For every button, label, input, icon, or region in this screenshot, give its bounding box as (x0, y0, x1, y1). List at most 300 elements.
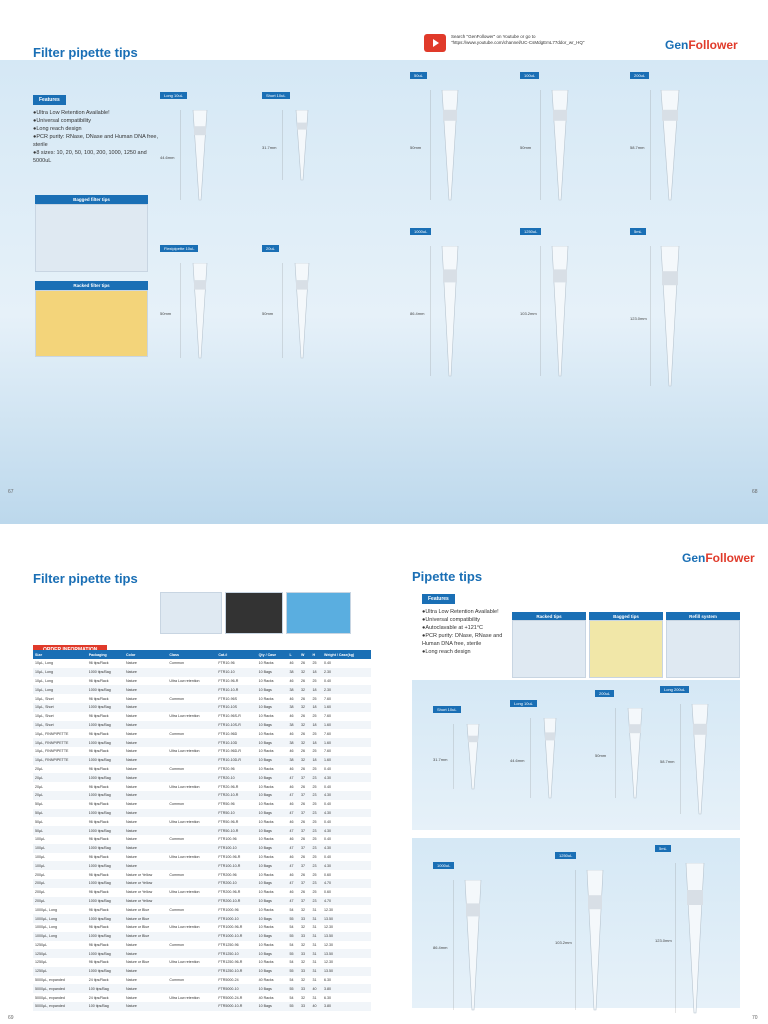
table-cell: 20μL (33, 791, 87, 800)
table-cell: 10μL, Short (33, 721, 87, 730)
table-cell: 26 (301, 890, 306, 895)
table-cell: 1000 tips/Bag (87, 932, 124, 941)
table-cell: 10 Bags (257, 1002, 288, 1011)
table-cell: 10μL, Short (33, 703, 87, 712)
table-cell: Common (169, 872, 184, 877)
logo (665, 38, 738, 52)
table-header-cell: Color (124, 650, 167, 659)
table-cell: FTR5000-10-R (216, 1002, 256, 1011)
table-cell: FTR50-10 (216, 809, 256, 818)
table-cell: 40 (311, 984, 322, 993)
table-cell: Nature or Blue (126, 960, 150, 965)
table-cell: Nature (124, 773, 167, 782)
table-cell: 1250μL (35, 942, 48, 947)
table-row (33, 765, 371, 774)
table-row (33, 984, 371, 993)
table-cell: 31 (312, 960, 317, 965)
table-cell: Nature or Yellow (126, 872, 153, 877)
table-cell: 10 Racks (258, 837, 274, 842)
tip-length-label: 103.2mm (520, 311, 537, 316)
table-row (33, 861, 371, 870)
table-cell: 10 Bags (257, 967, 288, 976)
table-row (33, 923, 371, 932)
tip-size-label: Long 200uL (660, 686, 689, 693)
table-cell: 96 tips/Rack (88, 925, 109, 930)
pipette-title: Pipette tips (412, 569, 483, 584)
table-cell: 13.50 (322, 967, 371, 976)
table-cell: 18 (311, 756, 322, 765)
table-cell: 1.60 (322, 703, 371, 712)
table-cell: 37 (299, 844, 310, 853)
table-cell: 0.40 (324, 837, 331, 842)
table-cell: Nature (124, 738, 167, 747)
table-cell: 18 (311, 721, 322, 730)
pipette-tip-icon (650, 90, 710, 210)
table-cell: FTR1250-10-R (216, 967, 256, 976)
table-cell: 23 (311, 879, 322, 888)
table-cell: FTR100-10-R (216, 861, 256, 870)
racked-label: Racked filter tips (35, 281, 148, 290)
tips-photo-2 (225, 592, 283, 634)
table-cell: 96 tips/Rack (88, 819, 109, 824)
pipette-tip-icon (530, 718, 590, 808)
table-cell: Nature (126, 749, 137, 754)
table-cell (167, 721, 216, 730)
table-cell: Nature (126, 766, 137, 771)
tip-length-label: 31.7mm (262, 145, 277, 150)
table-cell: 10 Bags (257, 685, 288, 694)
table-cell: FTR10-96-R (218, 678, 239, 683)
table-cell: 7.60 (324, 696, 331, 701)
tip-length-label: 44.6mm (160, 155, 175, 160)
table-cell: FTR1000-10-R (216, 932, 256, 941)
table-cell: 4.70 (322, 879, 371, 888)
table-cell: FTR10-10 (216, 668, 256, 677)
table-header-cell: Qty / Case (257, 650, 288, 659)
table-cell: FTR20-96-R (218, 784, 239, 789)
table-cell: 46 (289, 714, 294, 719)
table-cell (167, 791, 216, 800)
table-cell: FTR100-96-R (218, 854, 241, 859)
table-cell: 12.30 (324, 925, 333, 930)
table-cell: 6.30 (324, 978, 331, 983)
table-row (33, 967, 371, 976)
tip-size-label: Long 10uL (510, 700, 537, 707)
tip-length-label: 31.7mm (433, 756, 448, 762)
table-cell: Ultra Low retention (169, 925, 200, 930)
table-cell: 10 Bags (257, 703, 288, 712)
table-cell: 2.30 (322, 668, 371, 677)
tip-length-label: 50mm (410, 145, 422, 150)
table-cell: 10 Racks (258, 960, 274, 965)
table-cell: 1000μL, Long (33, 914, 87, 923)
tip-size-label: 5mL (630, 228, 646, 235)
logo-gen: Gen (682, 551, 706, 565)
table-cell: Common (169, 978, 184, 983)
table-cell: Nature (124, 721, 167, 730)
table-cell: 26 (301, 872, 306, 877)
table-cell: 46 (289, 837, 294, 842)
table-cell: 32 (299, 668, 310, 677)
table-cell: 31 (312, 925, 317, 930)
table-cell: FTR5000-24-R (218, 995, 243, 1000)
table-cell (167, 984, 216, 993)
table-cell: Nature (126, 696, 137, 701)
table-row (33, 888, 371, 897)
table-cell: 32 (299, 703, 310, 712)
page-number-left-2: 69 (8, 1015, 14, 1021)
table-row (33, 809, 371, 818)
table-cell: 37 (299, 773, 310, 782)
table-cell: 7.60 (324, 749, 331, 754)
tip-size-label: 50uL (410, 72, 427, 79)
tip-size-label: 200uL (630, 72, 649, 79)
table-cell (167, 844, 216, 853)
table-cell: 13.50 (322, 932, 371, 941)
feature-item: ●Long reach design (422, 649, 471, 655)
table-cell: 37 (299, 879, 310, 888)
table-cell: 10 Racks (258, 802, 274, 807)
table-cell: 32 (301, 925, 306, 930)
table-header-cell: L (288, 650, 299, 659)
tip-length-label: 86.4mm (410, 311, 425, 316)
table-cell: 1000 tips/Bag (87, 861, 124, 870)
logo (682, 551, 755, 565)
table-cell: 26 (301, 661, 306, 666)
table-cell: 25 (312, 766, 317, 771)
table-cell: 46 (289, 696, 294, 701)
table-cell: 38 (288, 668, 299, 677)
table-cell: 47 (288, 773, 299, 782)
feature-item: ●Ultra Low Retention Available! (33, 110, 110, 116)
table-cell: 37 (299, 826, 310, 835)
pipette-tip-icon (540, 90, 600, 210)
table-cell: FTR1000-96-R (218, 925, 243, 930)
youtube-line-2: "https://www.youtube.com/channel/UC-CsMdgEmL77ddor_wr_HQ" (451, 40, 585, 45)
table-cell: 38 (288, 703, 299, 712)
table-cell: 18 (311, 703, 322, 712)
table-cell: 55 (288, 984, 299, 993)
table-cell: 54 (289, 960, 294, 965)
table-cell: 1250μL (33, 967, 87, 976)
table-cell: FTR1000-96 (218, 907, 239, 912)
table-cell: 1000μL, Long (33, 932, 87, 941)
table-cell: FTR5000-10 (216, 984, 256, 993)
table-row (33, 721, 371, 730)
table-cell: Ultra Low retention (169, 890, 200, 895)
table-cell: 20μL (35, 784, 44, 789)
tip-size-label: Short 10uL (262, 92, 290, 99)
table-cell: FTR10-96S (218, 696, 237, 701)
table-cell: 10 Racks (258, 872, 274, 877)
table-cell: Nature (124, 861, 167, 870)
table-cell: 5000μL, expanded (33, 1002, 87, 1011)
table-cell: 23 (311, 861, 322, 870)
table-cell: 47 (288, 826, 299, 835)
table-cell: 10 Bags (257, 897, 288, 906)
table-cell: 10 Racks (258, 942, 274, 947)
table-cell: 1.60 (322, 721, 371, 730)
table-cell: Nature (126, 942, 137, 947)
table-cell: 31 (311, 914, 322, 923)
table-cell: 3.80 (322, 1002, 371, 1011)
table-cell: 47 (288, 844, 299, 853)
feature-item: ●Ultra Low Retention Available! (422, 609, 499, 615)
table-cell: 0.40 (324, 678, 331, 683)
table-cell: 23 (311, 773, 322, 782)
table-cell: 25 (312, 731, 317, 736)
table-cell: Ultra Low retention (169, 854, 200, 859)
table-cell: 10 Bags (257, 773, 288, 782)
table-cell: 1000 tips/Bag (87, 721, 124, 730)
table-cell: 26 (301, 714, 306, 719)
table-cell: 26 (301, 749, 306, 754)
features-label: Features (422, 594, 455, 604)
table-cell: 4.30 (322, 809, 371, 818)
tip-length-label: 58.7mm (630, 145, 645, 150)
table-cell: Ultra Low retention (169, 714, 200, 719)
table-cell: 100μL (35, 837, 46, 842)
table-cell: Nature (124, 826, 167, 835)
youtube-icon (424, 34, 446, 52)
table-cell: Nature (126, 678, 137, 683)
table-cell: Nature or Blue (126, 925, 150, 930)
table-cell: 0.40 (324, 784, 331, 789)
table-cell: 10 Racks (258, 678, 274, 683)
table-cell: 25 (312, 678, 317, 683)
table-cell: FTR1000-10 (216, 914, 256, 923)
table-cell: 1.60 (322, 756, 371, 765)
table-cell: 10μL, FINNPIPETTE (35, 731, 69, 736)
table-row (33, 782, 371, 791)
table-cell: 10 Racks (258, 890, 274, 895)
table-cell: 26 (301, 766, 306, 771)
bagged-tips-photo (589, 620, 663, 678)
order-title: Filter pipette tips (33, 571, 138, 586)
feature-item: ●Universal compatibility (33, 118, 92, 124)
table-cell (167, 967, 216, 976)
table-cell: Nature (126, 978, 137, 983)
table-cell: Nature (124, 791, 167, 800)
table-cell: 47 (288, 897, 299, 906)
table-cell: Nature (126, 714, 137, 719)
table-cell: 10 Bags (257, 861, 288, 870)
racked-photo (35, 290, 148, 357)
table-cell: Nature or Blue (124, 932, 167, 941)
table-cell: FTR10-96D (218, 731, 238, 736)
pipette-tip-icon (282, 110, 342, 190)
table-cell: 33 (299, 1002, 310, 1011)
table-cell: 10μL, FINNPIPETTE (35, 749, 69, 754)
table-cell: 26 (301, 678, 306, 683)
table-cell: 38 (288, 721, 299, 730)
table-cell: FTR200-96 (218, 872, 237, 877)
table-cell: 32 (301, 978, 306, 983)
table-row (33, 800, 371, 809)
table-cell: 10 Racks (258, 731, 274, 736)
table-cell: 10 Bags (257, 791, 288, 800)
tip-size-label: 1250uL (555, 852, 576, 859)
table-cell: 200μL (35, 890, 46, 895)
table-cell: 24 tips/Rack (88, 978, 109, 983)
table-row (33, 958, 371, 967)
table-cell: 25 (312, 661, 317, 666)
table-cell: 10μL, FINNPIPETTE (33, 756, 87, 765)
table-row (33, 914, 371, 923)
logo-follower: Follower (688, 38, 738, 52)
table-cell: Nature (124, 685, 167, 694)
table-cell: 33 (299, 932, 310, 941)
bagged-tips-label: Bagged tips (589, 612, 663, 621)
table-cell: 46 (289, 872, 294, 877)
table-cell: 96 tips/Rack (88, 661, 109, 666)
table-cell: 0.40 (324, 802, 331, 807)
table-cell: 10 Bags (257, 738, 288, 747)
table-cell: FTR1250-10 (216, 949, 256, 958)
tips-photo-3 (286, 592, 351, 634)
table-cell: 10μL, Long (35, 678, 54, 683)
table-cell (167, 738, 216, 747)
table-cell: 26 (301, 731, 306, 736)
table-cell: 10 Bags (257, 879, 288, 888)
table-row (33, 817, 371, 826)
table-cell: 1000 tips/Bag (87, 791, 124, 800)
tip-length-label: 103.2mm (555, 940, 572, 945)
tip-length-label: 58.7mm (660, 759, 675, 764)
table-cell: 10μL, Short (35, 714, 54, 719)
table-cell: 55 (288, 949, 299, 958)
table-row (33, 870, 371, 879)
table-cell: FTR10-10S-R (216, 721, 256, 730)
table-row (33, 668, 371, 677)
table-cell: 1000 tips/Bag (87, 668, 124, 677)
tip-length-label: 50mm (160, 310, 172, 316)
table-cell: FTR20-10 (216, 773, 256, 782)
table-cell: FTR10-10-R (216, 685, 256, 694)
table-row (33, 712, 371, 721)
table-cell: Nature (124, 984, 167, 993)
page-number-right-2: 70 (752, 1015, 758, 1021)
table-cell: 96 tips/Rack (88, 907, 109, 912)
pipette-tip-icon (615, 708, 675, 808)
table-cell: 10 Racks (258, 925, 274, 930)
table-cell: 32 (299, 756, 310, 765)
table-cell (167, 879, 216, 888)
table-row (33, 773, 371, 782)
table-cell: 25 (312, 872, 317, 877)
table-cell: Nature or Yellow (124, 897, 167, 906)
table-header-cell: H (311, 650, 322, 659)
table-cell: 10 Bags (257, 809, 288, 818)
tip-size-label: 200uL (595, 690, 614, 697)
table-cell (167, 914, 216, 923)
table-cell: 4.70 (322, 897, 371, 906)
table-cell: FTR20-96 (218, 766, 235, 771)
table-cell: 96 tips/Rack (88, 766, 109, 771)
table-cell: 46 (289, 749, 294, 754)
pipette-tip-icon (180, 263, 240, 368)
table-header-cell: Cat.# (216, 650, 256, 659)
table-cell: 10 Bags (257, 844, 288, 853)
table-row (33, 844, 371, 853)
table-cell: 46 (289, 854, 294, 859)
table-cell: Common (169, 837, 184, 842)
page-number-right: 68 (752, 489, 758, 495)
table-cell: 10 Racks (258, 854, 274, 859)
table-cell: 46 (289, 766, 294, 771)
table-cell: 96 tips/Rack (88, 714, 109, 719)
table-cell: 10 Bags (257, 984, 288, 993)
table-cell (167, 773, 216, 782)
table-row (33, 738, 371, 747)
table-cell: 10 Racks (258, 907, 274, 912)
table-cell: 46 (289, 661, 294, 666)
table-row (33, 941, 371, 950)
table-cell: 100μL (35, 854, 46, 859)
table-row (33, 932, 371, 941)
table-cell: Nature (126, 802, 137, 807)
racked-tips-label: Racked tips (512, 612, 586, 621)
table-cell: 1000 tips/Bag (87, 844, 124, 853)
table-cell: Ultra Low retention (169, 819, 200, 824)
table-cell: 10 Racks (258, 696, 274, 701)
table-cell: Nature (124, 756, 167, 765)
table-cell (167, 861, 216, 870)
table-cell: 10μL, FINNPIPETTE (33, 738, 87, 747)
table-cell: 96 tips/Rack (88, 854, 109, 859)
table-cell: 10 Bags (257, 668, 288, 677)
pipette-tip-icon (430, 246, 490, 386)
table-cell: 7.60 (324, 731, 331, 736)
table-cell: 55 (288, 1002, 299, 1011)
table-cell: 13.50 (322, 914, 371, 923)
table-cell: 31 (312, 995, 317, 1000)
table-cell: Nature (126, 661, 137, 666)
table-cell: 6.30 (324, 995, 331, 1000)
table-cell: 37 (299, 897, 310, 906)
pipette-tip-icon (675, 863, 735, 1023)
table-cell: Nature (124, 1002, 167, 1011)
table-cell: 1.60 (322, 738, 371, 747)
table-cell: 96 tips/Rack (88, 890, 109, 895)
table-cell: 1000 tips/Bag (87, 773, 124, 782)
table-cell: 0.40 (324, 661, 331, 666)
bagged-label: Bagged filter tips (35, 195, 148, 204)
table-cell: FTR200-10 (216, 879, 256, 888)
table-cell: 96 tips/Rack (88, 731, 109, 736)
table-cell: 10 Bags (257, 932, 288, 941)
table-cell: Common (169, 766, 184, 771)
table-cell (167, 703, 216, 712)
table-cell: 25 (312, 819, 317, 824)
table-cell: 1000 tips/Bag (87, 738, 124, 747)
table-cell: 54 (289, 942, 294, 947)
table-cell: 96 tips/Rack (88, 749, 109, 754)
table-cell: 1250μL (35, 960, 48, 965)
table-cell: 46 (289, 784, 294, 789)
table-cell: 10μL, Long (33, 685, 87, 694)
table-cell (167, 668, 216, 677)
table-cell: 12.30 (324, 907, 333, 912)
table-cell: Common (169, 907, 184, 912)
table-cell: 32 (299, 721, 310, 730)
table-cell: 25 (312, 784, 317, 789)
table-cell: FTR10-10S (216, 703, 256, 712)
table-cell: 1000 tips/Bag (87, 685, 124, 694)
table-cell: 7.60 (324, 714, 331, 719)
table-cell: Nature (124, 809, 167, 818)
table-cell: 100 tips/Bag (87, 1002, 124, 1011)
